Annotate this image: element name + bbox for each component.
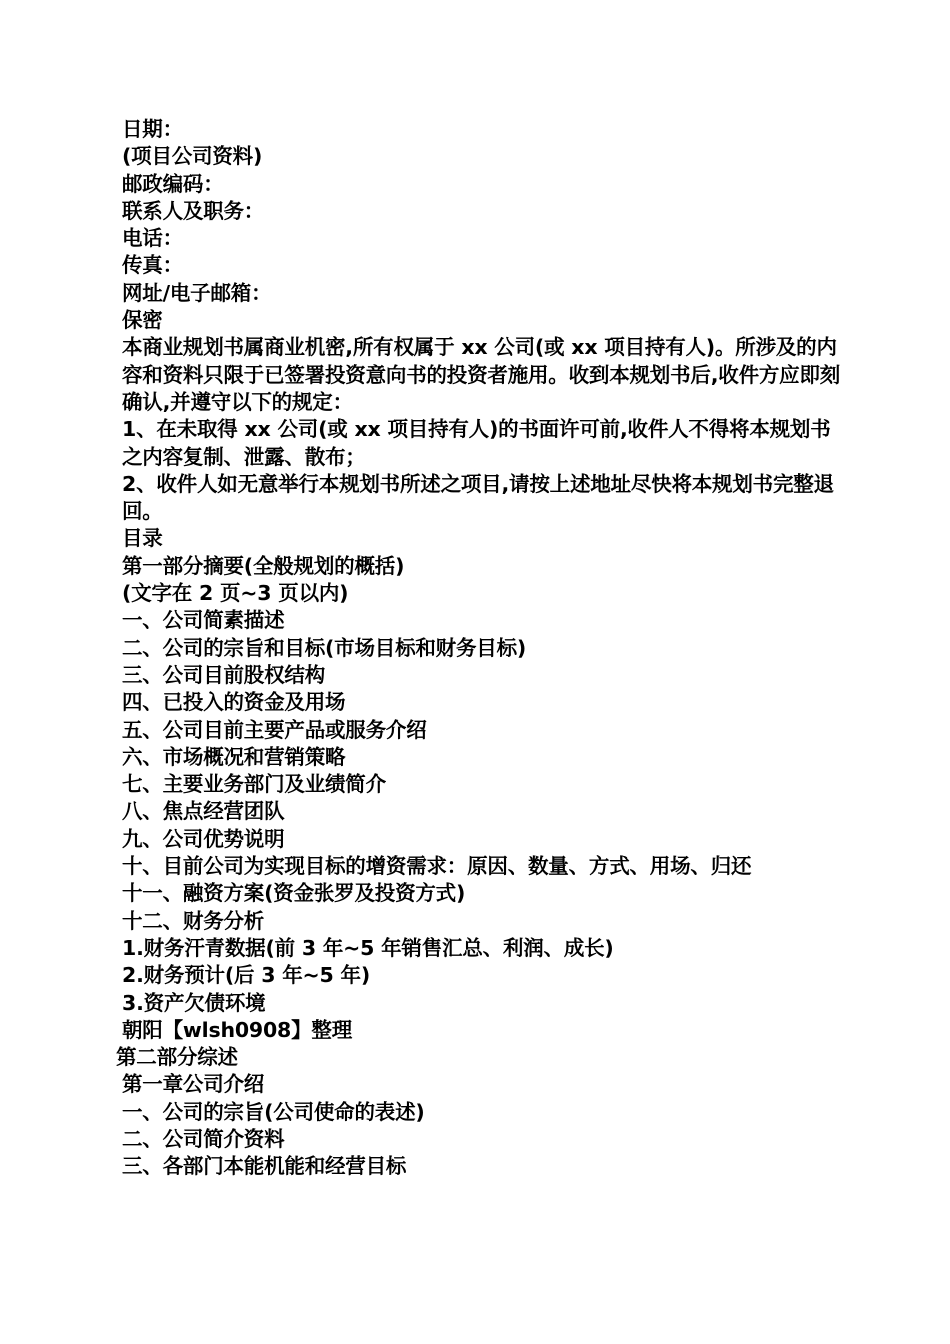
toc-part-1: 第一部分摘要(全般规划的概括) [122,553,405,578]
toc-subitem: 2.财务预计(后 3 年~5 年) [122,963,371,988]
toc-item: 三、公司目前股权结构 [122,662,325,687]
watermark-credit: 朝阳【wlsh0908】整理 [122,1017,353,1042]
toc-item: 七、主要业务部门及业绩简介 [122,772,386,797]
document-page [116,116,846,1181]
toc-chapter-1: 第一章公司介绍 [122,1072,265,1097]
toc-part-2: 第二部分综述 [116,1045,238,1070]
contact-person-label: 联系人及职务： [122,198,265,223]
confidentiality-paragraph: 本商业规划书属商业机密,所有权属于 xx 公司(或 xx 项目持有人)。所涉及的内容和资料只限于已签署投资意向书的投资者施用。收到本规划书后,收件方应即刻确认,并遵守以下的规定： [122,335,841,414]
toc-part-1-note: (文字在 2 页~3 页以内) [122,581,349,606]
confidential-heading: 保密 [122,308,163,333]
fax-label: 传真： [122,253,183,278]
toc-subitem: 3.资产欠债环境 [122,990,266,1015]
toc-item: 十二、财务分析 [122,908,265,933]
postal-code-label: 邮政编码： [122,171,224,196]
toc-item: 八、焦点经营团队 [122,799,285,824]
toc-item: 六、市场概况和营销策略 [122,744,346,769]
toc-item: 二、公司简介资料 [122,1126,285,1151]
toc-item: 九、公司优势说明 [122,826,285,851]
website-email-label: 网址/电子邮箱： [122,280,272,305]
toc-item: 五、公司目前主要产品或服务介绍 [122,717,427,742]
toc-item: 一、公司的宗旨(公司使命的表述) [122,1099,425,1124]
rule-item-1: 1、在未取得 xx 公司(或 xx 项目持有人)的书面许可前,收件人不得将本规划书之内容复制、泄露、散布； [122,417,831,469]
toc-item: 四、已投入的资金及用场 [122,690,346,715]
toc-item: 一、公司简素描述 [122,608,285,633]
project-company-info-heading: (项目公司资料) [122,144,263,169]
toc-subitem: 1.财务汗青数据(前 3 年~5 年销售汇总、利润、成长) [122,935,614,960]
phone-label: 电话： [122,226,183,251]
toc-item: 三、各部门本能机能和经营目标 [122,1154,407,1179]
toc-heading: 目录 [122,526,163,551]
toc-item: 二、公司的宗旨和目标(市场目标和财务目标) [122,635,527,660]
rule-item-2: 2、收件人如无意举行本规划书所述之项目,请按上述地址尽快将本规划书完整退回。 [122,471,834,524]
toc-item: 十一、融资方案(资金张罗及投资方式) [122,881,466,906]
date-field-label: 日期： [122,117,183,141]
toc-item: 十、目前公司为实现目标的增资需求：原因、数量、方式、用场、归还 [122,854,752,879]
